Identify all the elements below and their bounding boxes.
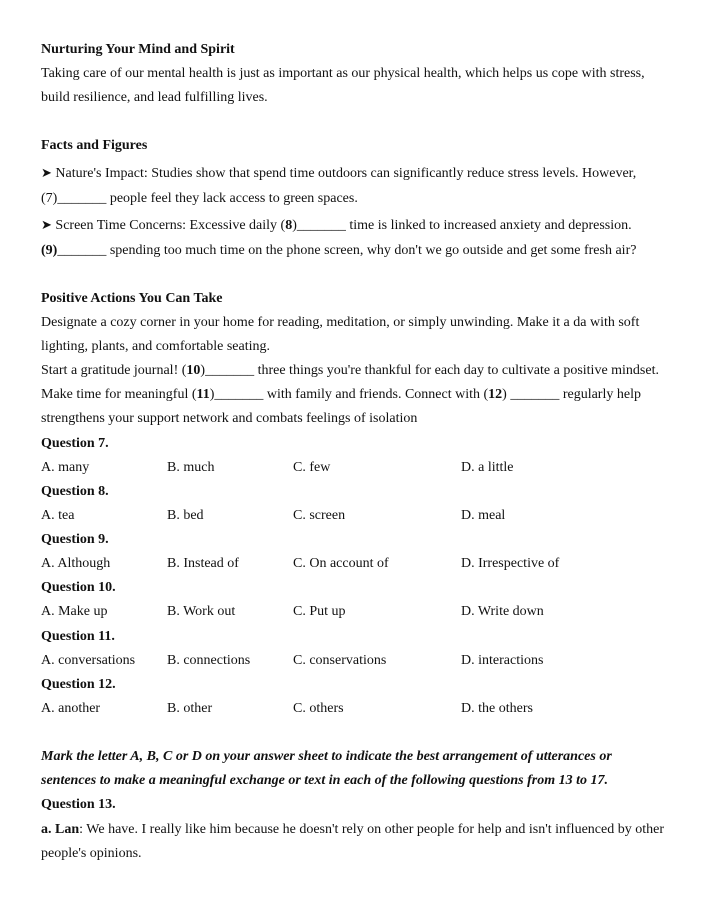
question-label: Question 10. (41, 580, 116, 595)
actions-paragraph-3-line-1: Make time for meaningful (11)_______ with family and friends. Connect with (12) _______ regularly help (41, 385, 641, 405)
instruction-line-1: Mark the letter A, B, C or D on your answer sheet to indicate the best arrangement of utterances or (41, 749, 612, 764)
option-d[interactable]: D. a little (461, 460, 514, 475)
actions-paragraph-1-line-1: Designate a cozy corner in your home for reading, meditation, or simply unwinding. Make it a da with soft (41, 315, 640, 330)
question-13-label: Question 13. (41, 797, 116, 812)
question-label: Question 9. (41, 532, 109, 547)
question-label: Question 7. (41, 436, 109, 451)
fact-item-9: (9)_______ spending too much time on the phone screen, why don't we go outside and get some fresh air? (41, 241, 636, 261)
option-c[interactable]: C. few (293, 460, 331, 475)
question-label: Question 8. (41, 484, 109, 499)
option-c[interactable]: C. screen (293, 508, 346, 523)
option-a[interactable]: A. Although (41, 556, 111, 571)
option-d[interactable]: D. interactions (461, 653, 544, 668)
blank-10[interactable]: _______ (205, 363, 255, 378)
section-heading-positive-actions: Positive Actions You Can Take (41, 291, 223, 306)
section-heading-nurturing: Nurturing Your Mind and Spirit (41, 42, 235, 57)
fact-item-nature-line-2: (7)_______ people feel they lack access to green spaces. (41, 189, 358, 209)
option-b[interactable]: B. bed (167, 508, 204, 523)
option-a[interactable]: A. conversations (41, 653, 136, 668)
blank-12[interactable]: _______ (510, 387, 560, 402)
option-d[interactable]: D. meal (461, 508, 506, 523)
arrow-bullet-icon: ➤ (41, 217, 52, 232)
option-a[interactable]: A. another (41, 701, 101, 716)
blank-number-10: 10 (186, 363, 201, 378)
actions-paragraph-3-line-2: strengthens your support network and combats feelings of isolation (41, 411, 418, 426)
option-d[interactable]: D. the others (461, 701, 533, 716)
option-d[interactable]: D. Write down (461, 604, 544, 619)
option-c[interactable]: C. conservations (293, 653, 387, 668)
option-d[interactable]: D. Irrespective of (461, 556, 560, 571)
intro-paragraph-line-2: build resilience, and lead fulfilling lives. (41, 90, 268, 105)
blank-number-9: (9) (41, 243, 58, 258)
question-13-item-a-line-2: people's opinions. (41, 846, 142, 861)
blank-number-7: (7) (41, 191, 58, 206)
option-a[interactable]: A. tea (41, 508, 75, 523)
option-a[interactable]: A. many (41, 460, 90, 475)
arrow-bullet-icon: ➤ (41, 165, 52, 180)
blank-number-12: 12 (488, 387, 503, 402)
intro-paragraph-line-1: Taking care of our mental health is just as important as our physical health, which helps us cope with stress, (41, 66, 645, 81)
question-label: Question 11. (41, 629, 115, 644)
blank-11[interactable]: _______ (214, 387, 264, 402)
option-c[interactable]: C. Put up (293, 604, 346, 619)
option-b[interactable]: B. Instead of (167, 556, 239, 571)
section-heading-facts: Facts and Figures (41, 138, 148, 153)
blank-number-11: 11 (196, 387, 210, 402)
blank-7[interactable]: _______ (57, 191, 107, 206)
question-13-item-a: a. Lan: We have. I really like him because he doesn't rely on other people for help and isn't influenced by other (41, 822, 664, 837)
option-a[interactable]: A. Make up (41, 604, 108, 619)
fact-item-screen-time: ➤ Screen Time Concerns: Excessive daily (8)_______ time is linked to increased anxiety and depression. (41, 215, 632, 236)
actions-paragraph-2: Start a gratitude journal! (10)_______ three things you're thankful for each day to cultivate a positive mindset. (41, 361, 659, 381)
blank-8[interactable]: _______ (296, 218, 346, 233)
blank-number-8: 8 (285, 218, 293, 233)
question-label: Question 12. (41, 677, 116, 692)
option-b[interactable]: B. connections (167, 653, 251, 668)
option-b[interactable]: B. much (167, 460, 215, 475)
actions-paragraph-1-line-2: lighting, plants, and comfortable seating. (41, 339, 271, 354)
option-b[interactable]: B. other (167, 701, 213, 716)
blank-9[interactable]: _______ (57, 243, 107, 258)
speaker-label: a. Lan (41, 822, 80, 837)
instruction-line-2: sentences to make a meaningful exchange or text in each of the following questions from 13 to 17. (41, 773, 609, 788)
fact-item-nature: ➤ Nature's Impact: Studies show that spend time outdoors can significantly reduce stress levels. However, (41, 165, 637, 181)
option-b[interactable]: B. Work out (167, 604, 236, 619)
option-c[interactable]: C. others (293, 701, 344, 716)
option-c[interactable]: C. On account of (293, 556, 389, 571)
